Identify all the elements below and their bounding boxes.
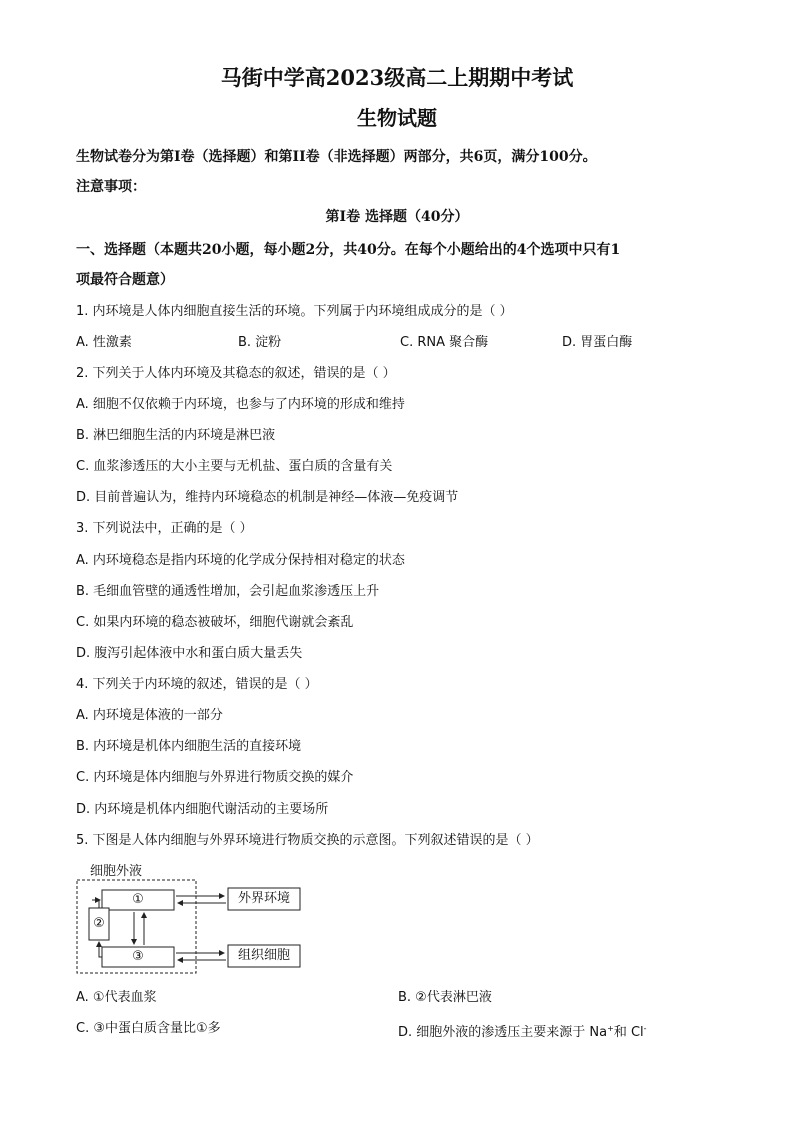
- question-5-option-d: [398, 1019, 647, 1043]
- node-1-label: ①: [132, 892, 144, 907]
- external-environment-label: 外界环境: [237, 891, 290, 906]
- question-5-option-d-text: D. 细胞外液的渗透压主要来源于 Na: [398, 1025, 608, 1040]
- question-2-option-a: A. 细胞不仅依赖于内环境，也参与了内环境的形成和维持: [76, 397, 405, 412]
- question-3-option-b: B. 毛细血管壁的通透性增加，会引起血浆渗透压上升: [76, 584, 380, 599]
- question-5-option-d-mid: 和 Cl: [613, 1025, 644, 1040]
- exam-description: 生物试卷分为第I卷（选择题）和第II卷（非选择题）两部分，共6页，满分100分。: [76, 149, 597, 165]
- exam-title: 马街中学高2023级高二上期期中考试: [220, 65, 574, 90]
- question-2-option-c: C. 血浆渗透压的大小主要与无机盐、蛋白质的含量有关: [76, 459, 393, 474]
- section-instructions-line1: 一、选择题（本题共20小题，每小题2分，共40分。在每个小题给出的4个选项中只有1: [76, 242, 621, 258]
- tissue-cells-label: 组织细胞: [237, 948, 290, 963]
- question-5-option-c: C. ③中蛋白质含量比①多: [76, 1021, 221, 1036]
- question-4-stem: 4. 下列关于内环境的叙述，错误的是（ ）: [76, 677, 318, 692]
- question-4-option-b: B. 内环境是机体内细胞生活的直接环境: [76, 739, 302, 754]
- question-3-option-a: A. 内环境稳态是指内环境的化学成分保持相对稳定的状态: [76, 553, 405, 568]
- question-1-stem: 1. 内环境是人体内细胞直接生活的环境。下列属于内环境组成成分的是（ ）: [76, 304, 513, 319]
- exam-subtitle: 生物试题: [357, 106, 437, 130]
- question-2-stem: 2. 下列关于人体内环境及其稳态的叙述，错误的是（ ）: [76, 366, 396, 381]
- question-5-option-a: A. ①代表血浆: [76, 990, 157, 1005]
- question-3-stem: 3. 下列说法中，正确的是（ ）: [76, 521, 253, 536]
- question-2-option-d: D. 目前普遍认为，维持内环境稳态的机制是神经—体液—免疫调节: [76, 490, 459, 505]
- question-4-option-c: C. 内环境是体内细胞与外界进行物质交换的媒介: [76, 770, 354, 785]
- question-3-option-d: D. 腹泻引起体液中水和蛋白质大量丢失: [76, 646, 303, 661]
- question-1-option-a: A. 性激素: [76, 335, 132, 350]
- question-1-option-b: B. 淀粉: [238, 335, 282, 350]
- sodium-charge: +: [607, 1024, 614, 1033]
- exchange-diagram: [72, 860, 312, 976]
- question-2-option-b: B. 淋巴细胞生活的内环境是淋巴液: [76, 428, 276, 443]
- section-heading: 第I卷 选择题（40分）: [325, 209, 469, 225]
- question-1-option-d: D. 胃蛋白酶: [562, 335, 633, 350]
- chloride-charge: -: [643, 1024, 647, 1033]
- node-2-label: ②: [93, 916, 105, 931]
- frame-label: 细胞外液: [90, 864, 143, 879]
- arrow-2-to-1-line: [99, 900, 100, 908]
- section-instructions-line2: 项最符合题意）: [76, 272, 174, 288]
- node-3-label: ③: [132, 949, 144, 964]
- question-5-stem: 5. 下图是人体内细胞与外界环境进行物质交换的示意图。下列叙述错误的是（ ）: [76, 833, 539, 848]
- question-1-option-c: C. RNA 聚合酶: [400, 335, 489, 350]
- question-4-option-d: D. 内环境是机体内细胞代谢活动的主要场所: [76, 802, 329, 817]
- question-5-option-b: B. ②代表淋巴液: [398, 990, 492, 1005]
- question-4-option-a: A. 内环境是体液的一部分: [76, 708, 223, 723]
- question-3-option-c: C. 如果内环境的稳态被破坏，细胞代谢就会紊乱: [76, 615, 354, 630]
- notes-heading: 注意事项：: [76, 179, 146, 195]
